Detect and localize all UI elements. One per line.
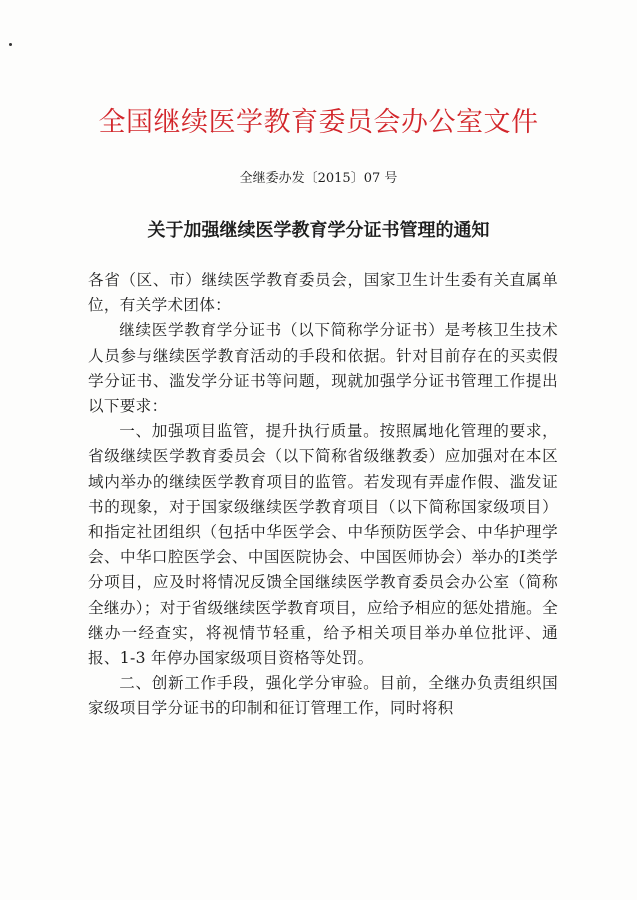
document-number: 全继委办发〔2015〕07 号 [239,171,398,186]
document-body [88,268,558,722]
scan-dot-mark [9,43,12,46]
document-title: 关于加强继续医学教育学分证书管理的通知 [147,220,490,241]
issuer-header: 全国继续医学教育委员会办公室文件 [98,107,539,138]
intro-paragraph: 继续医学教育学分证书（以下简称学分证书）是考核卫生技术人员参与继续医学教育活动的手段和依据。针对目前存在的买卖假学分证书、滥发学分证书等问题，现就加强学分证书管理工作提出以下要求： [88,321,558,416]
salutation-paragraph: 各省（区、市）继续医学教育委员会，国家卫生计生委有关直属单位，有关学术团体： [88,271,558,315]
section-2-paragraph: 二、创新工作手段，强化学分审验。目前，全继办负责组织国家级项目学分证书的印制和征订管理工作，同时将积 [88,674,558,718]
section-1-paragraph: 一、加强项目监管，提升执行质量。按照属地化管理的要求，省级继续医学教育委员会（以下简称省级继教委）应加强对在本区域内举办的继续医学教育项目的监管。若发现有弄虚作假、滥发证书的现象，对于国家级继续医学教育项目（以下简称国家级项目）和指定社团组织（包括中华医学会、中华预防医学会、中华护理学会、中华口腔医学会、中国医院协会、中国医师协会）举办的Ⅰ类学分项目，应及时将情况反馈全国继续医学教育委员会办公室（简称全继办）；对于省级继续医学教育项目，应给予相应的惩处措施。全继办一经查实，将视情节轻重，给予相关项目举办单位批评、通报、1-3 年停办国家级项目资格等处罚。 [88,422,558,668]
